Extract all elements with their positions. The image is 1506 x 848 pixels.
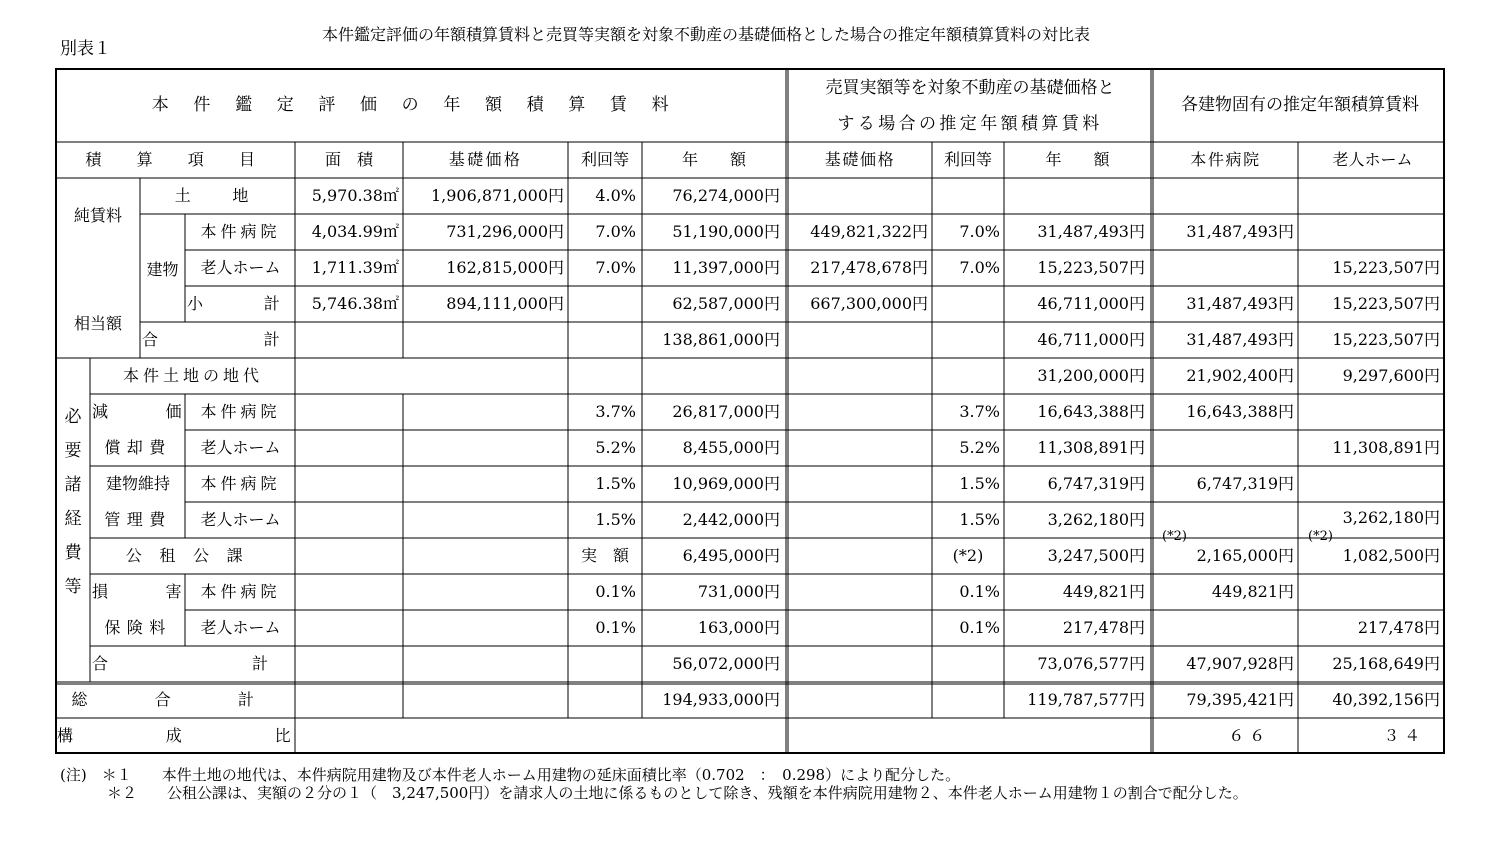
cell-mnth-rate: 1.5% xyxy=(595,474,636,493)
cell-sub-n: 15,223,507円 xyxy=(1332,294,1440,313)
cell-depn-rate2: 5.2% xyxy=(959,438,1000,457)
cell-sub-area: 5,746.38㎡ xyxy=(311,294,399,313)
label-depreciation-2: 償却費 xyxy=(104,438,172,457)
cell-sub-annual2: 46,711,000円 xyxy=(1037,294,1145,313)
cell-nurs-annual: 11,397,000円 xyxy=(672,258,780,277)
cell-deph-rate: 3.7% xyxy=(595,402,636,421)
cell-tax-annual2: 3,247,500円 xyxy=(1047,546,1145,565)
cell-hosp-rate: 7.0% xyxy=(595,222,636,241)
label-total-net: 合 計 xyxy=(142,330,325,349)
vertical-char: 経 xyxy=(64,509,82,529)
cell-sub-base2: 667,300,000円 xyxy=(810,294,928,313)
vertical-char: 要 xyxy=(64,441,82,461)
cell-depn-n: 11,308,891円 xyxy=(1332,438,1440,457)
cell-hosp-h: 31,487,493円 xyxy=(1186,222,1294,241)
cell-tax-h-note: (*2) xyxy=(1162,529,1187,544)
note-1: (注) ＊１ 本件土地の地代は、本件病院用建物及び本件老人ホーム用建物の延床面積比率（0.702 ： 0.298）により配分した。 xyxy=(60,766,961,784)
cell-hosp-rate2: 7.0% xyxy=(959,222,1000,241)
note-2: ＊２ 公租公課は、実額の２分の１（ 3,247,500円）を請求人の土地に係るものとして除き、残額を本件病院用建物２、本件老人ホーム用建物１の割合で配分した。 xyxy=(107,784,1248,802)
header-estimated-line1: 売買実額等を対象不動産の基礎価格と xyxy=(825,78,1115,98)
label-hospital-3: 本件病院 xyxy=(200,474,281,493)
cell-nurs-rate2: 7.0% xyxy=(959,258,1000,277)
cell-tax-rate2: (*2) xyxy=(952,546,984,565)
cell-nurs-base2: 217,478,678円 xyxy=(810,258,928,277)
header-appraisal: 本件鑑定評価の年額積算賃料 xyxy=(151,95,694,115)
cell-tot2-h: 47,907,928円 xyxy=(1186,654,1294,673)
cell-landrent-n: 9,297,600円 xyxy=(1342,366,1440,385)
label-hospital-2: 本件病院 xyxy=(200,402,281,421)
cell-insh-rate: 0.1% xyxy=(595,582,636,601)
cell-insn-annual2: 217,478円 xyxy=(1062,618,1145,637)
cell-mntn-annual: 2,442,000円 xyxy=(682,510,780,529)
cell-deph-rate2: 3.7% xyxy=(959,402,1000,421)
cell-mntn-annual2: 3,262,180円 xyxy=(1047,510,1145,529)
cell-nurs-annual2: 15,223,507円 xyxy=(1037,258,1145,277)
cell-grand-annual2: 119,787,577円 xyxy=(1027,690,1145,709)
cell-land-area: 5,970.38㎡ xyxy=(311,186,399,205)
label-hospital-4: 本件病院 xyxy=(200,582,281,601)
col-annual: 年 額 xyxy=(681,150,746,169)
label-land: 土 地 xyxy=(174,186,262,205)
cell-insh-annual2: 449,821円 xyxy=(1062,582,1145,601)
label-necessary-expenses xyxy=(57,400,89,604)
cell-land-rate: 4.0% xyxy=(595,186,636,205)
cell-insn-n: 217,478円 xyxy=(1357,618,1440,637)
table-label: 別表１ xyxy=(60,39,111,59)
cell-ratio-h: ６６ xyxy=(1228,726,1270,745)
vertical-char: 諸 xyxy=(64,475,82,495)
cell-tax-n-note: (*2) xyxy=(1308,529,1333,544)
col-base-price: 基礎価格 xyxy=(448,150,523,169)
label-equivalent: 相当額 xyxy=(73,314,122,333)
col-item: 積 算 項 目 xyxy=(85,150,265,169)
label-nursing-3: 老人ホーム xyxy=(200,510,281,529)
col-area: 面 積 xyxy=(324,150,373,169)
label-hospital-1: 本件病院 xyxy=(200,222,281,241)
cell-grand-annual: 194,933,000円 xyxy=(662,690,780,709)
cell-tot1-n: 15,223,507円 xyxy=(1332,330,1440,349)
label-total-expenses: 合 計 xyxy=(92,654,333,673)
cell-hosp-annual2: 31,487,493円 xyxy=(1037,222,1145,241)
label-subtotal: 小 計 xyxy=(187,294,303,313)
cell-mnth-rate2: 1.5% xyxy=(959,474,1000,493)
header-estimated-line2: する場合の推定年額積算賃料 xyxy=(837,114,1103,134)
label-land-rent: 本件土地の地代 xyxy=(122,366,263,385)
label-nursing-1: 老人ホーム xyxy=(200,258,281,277)
document-title: 本件鑑定評価の年額積算賃料と売買等実額を対象不動産の基礎価格とした場合の推定年額積算賃料の対比表 xyxy=(322,25,1091,44)
cell-grand-h: 79,395,421円 xyxy=(1186,690,1294,709)
cell-tax-h: 2,165,000円 xyxy=(1196,546,1294,565)
cell-tot1-annual: 138,861,000円 xyxy=(662,330,780,349)
cell-insh-annual: 731,000円 xyxy=(697,582,780,601)
cell-deph-h: 16,643,388円 xyxy=(1186,402,1294,421)
cell-nurs-area: 1,711.39㎡ xyxy=(311,258,399,277)
cell-grand-n: 40,392,156円 xyxy=(1332,690,1440,709)
cell-hosp-base2: 449,821,322円 xyxy=(810,222,928,241)
cell-tot2-annual2: 73,076,577円 xyxy=(1037,654,1145,673)
cell-mntn-n: 3,262,180円 xyxy=(1342,508,1440,527)
cell-mntn-rate: 1.5% xyxy=(595,510,636,529)
cell-tax-annual: 6,495,000円 xyxy=(682,546,780,565)
cell-sub-h: 31,487,493円 xyxy=(1186,294,1294,313)
cell-tax-n: 1,082,500円 xyxy=(1342,546,1440,565)
cell-nurs-rate: 7.0% xyxy=(595,258,636,277)
cell-sub-annual: 62,587,000円 xyxy=(672,294,780,313)
cell-tot2-n: 25,168,649円 xyxy=(1332,654,1440,673)
cell-mnth-annual: 10,969,000円 xyxy=(672,474,780,493)
cell-sub-base: 894,111,000円 xyxy=(446,294,564,313)
cell-land-annual: 76,274,000円 xyxy=(672,186,780,205)
cell-nurs-base: 162,815,000円 xyxy=(446,258,564,277)
cell-mntn-rate2: 1.5% xyxy=(959,510,1000,529)
col-annual-2: 年 額 xyxy=(1045,150,1110,169)
cell-deph-annual2: 16,643,388円 xyxy=(1037,402,1145,421)
label-depreciation-1: 減 価 xyxy=(92,402,203,421)
cell-depn-annual: 8,455,000円 xyxy=(682,438,780,457)
label-nursing-4: 老人ホーム xyxy=(200,618,281,637)
cell-nurs-n: 15,223,507円 xyxy=(1332,258,1440,277)
cell-insn-rate: 0.1% xyxy=(595,618,636,637)
cell-tot2-annual: 56,072,000円 xyxy=(672,654,780,673)
label-building: 建物 xyxy=(146,260,179,279)
cell-depn-rate: 5.2% xyxy=(595,438,636,457)
label-maintenance-1: 建物維持 xyxy=(105,474,170,493)
cell-tot1-h: 31,487,493円 xyxy=(1186,330,1294,349)
cell-landrent-h: 21,902,400円 xyxy=(1186,366,1294,385)
col-hospital: 本件病院 xyxy=(1190,150,1261,169)
cell-hosp-base: 731,296,000円 xyxy=(446,222,564,241)
cell-hosp-annual: 51,190,000円 xyxy=(672,222,780,241)
cell-insn-rate2: 0.1% xyxy=(959,618,1000,637)
cell-insn-annual: 163,000円 xyxy=(697,618,780,637)
col-nursing-home: 老人ホーム xyxy=(1332,150,1413,169)
col-rate-2: 利回等 xyxy=(943,150,992,169)
cell-landrent-annual2: 31,200,000円 xyxy=(1037,366,1145,385)
label-maintenance-2: 管理費 xyxy=(104,510,172,529)
cell-insh-rate2: 0.1% xyxy=(959,582,1000,601)
cell-mnth-h: 6,747,319円 xyxy=(1196,474,1294,493)
cell-ratio-n: ３４ xyxy=(1383,726,1425,745)
cell-deph-annual: 26,817,000円 xyxy=(672,402,780,421)
vertical-char: 必 xyxy=(64,407,82,427)
header-building-specific: 各建物固有の推定年額積算賃料 xyxy=(1181,95,1419,115)
cell-mnth-annual2: 6,747,319円 xyxy=(1047,474,1145,493)
cell-land-base: 1,906,871,000円 xyxy=(430,186,564,205)
label-net-rent: 純賃料 xyxy=(73,206,122,225)
label-insurance-2: 保険料 xyxy=(104,618,172,637)
cell-tax-rate: 実 額 xyxy=(580,546,629,565)
cell-hosp-area: 4,034.99㎡ xyxy=(311,222,399,241)
label-grand-total: 総 合 計 xyxy=(71,690,280,709)
vertical-char: 費 xyxy=(64,543,82,563)
label-nursing-2: 老人ホーム xyxy=(200,438,281,457)
cell-insh-h: 449,821円 xyxy=(1211,582,1294,601)
label-insurance-1: 損 害 xyxy=(92,582,203,601)
col-base-price-2: 基礎価格 xyxy=(824,150,896,169)
label-tax: 公租公課 xyxy=(125,546,261,565)
cell-depn-annual2: 11,308,891円 xyxy=(1037,438,1145,457)
col-rate: 利回等 xyxy=(580,150,629,169)
label-composition-ratio: 構 成 比 xyxy=(57,726,330,745)
vertical-char: 等 xyxy=(64,577,82,597)
cell-tot1-annual2: 46,711,000円 xyxy=(1037,330,1145,349)
